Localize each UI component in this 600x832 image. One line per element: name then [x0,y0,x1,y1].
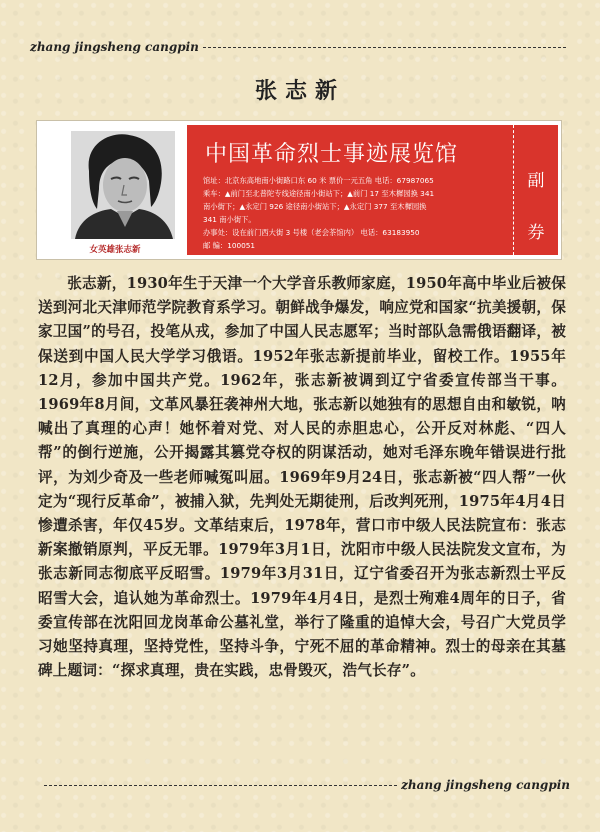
page-title: 张志新 [254,79,345,104]
ticket-info-line: 南小街下；▲永定门 926 途径南小街站下；▲永定门 377 至木樨园换 [203,202,427,211]
museum-name: 中国革命烈士事迹展览馆 [205,142,459,167]
stub-char: 副 [527,171,545,191]
ticket-red-panel [187,125,513,255]
header-signature-line [30,40,570,54]
header-signature: zhang jingsheng cangpin [30,40,199,54]
footer-signature: zhang jingsheng cangpin [401,778,570,792]
ticket-info [203,174,507,252]
footer-dashed-rule [44,785,397,786]
header-dashed-rule [203,47,566,48]
portrait-area [43,125,187,255]
ticket-info-line: 乘车：▲前门至北普陀专线途径南小街站下；▲前门 17 至木樨园换 341 [203,189,435,198]
portrait-photo [71,131,175,239]
footer-signature-line [40,778,570,792]
photo-caption: 女英雄张志新 [89,245,141,255]
portrait-image [71,131,175,239]
ticket-info-line: 馆址：北京东高地南小街路口东 60 米 票价一元五角 电话：67987065 [203,176,434,185]
ticket-stub [513,125,558,255]
ticket-info-line: 邮 编：100051 [203,241,256,250]
ticket-info-line: 办事处：设在前门西大街 3 号楼（老会茶馆内） 电话：63183950 [203,228,420,237]
stub-label [514,155,558,259]
stub-char: 券 [527,223,545,243]
ticket-info-line: 341 南小街下。 [203,215,256,224]
admission-ticket [36,120,562,260]
biography-paragraph: 张志新，1930年生于天津一个大学音乐教师家庭，1950年高中毕业后被保送到河北天津师范学院教育系学习。朝鲜战争爆发，响应党和国家“抗美援朝，保家卫国”的号召，投笔从戎，参加了中国人民志愿军；当时部队急需俄语翻译，被保送到中国人民大学学习俄语。1952年张志新提前毕业，留校工作。1955年12月，参加中国共产党。1962年，张志新被调到辽宁省委宣传部当干事。1969年8月间，文革风暴狂袭神州大地，张志新以她独有的思想自由和敏锐，呐喊出了真理的心声！她怀着对党、对人民的赤胆忠心，公开反对林彪、“四人帮”的倒行逆施，公开揭露其篡党夺权的阴谋活动，她对毛泽东晚年错误进行批评，为刘少奇及一些老师喊冤叫屈。1969年9月24日，张志新被“四人帮”一伙定为“现行反革命”，被捕入狱，先判处无期徒刑，后改判死刑，1975年4月4日惨遭杀害，年仅45岁。文革结束后，1978年，营口市中级人民法院宣布：张志新案撤销原判，平反无罪。1979年3月1日，沈阳市中级人民法院发文宣布，为张志新同志彻底平反昭雪。1979年3月31日，辽宁省委召开为张志新烈士平反昭雪大会，追认她为革命烈士。1979年4月4日，是烈士殉难4周年的日子，省委宣传部在沈阳回龙岗革命公墓礼堂，举行了隆重的追悼大会，号召广大党员学习她坚持真理，坚持党性，坚持斗争，宁死不屈的革命精神。烈士的母亲在其墓碑上题词：“探求真理，贵在实践，忠骨毁灭，浩气长存”。 [38,275,566,680]
